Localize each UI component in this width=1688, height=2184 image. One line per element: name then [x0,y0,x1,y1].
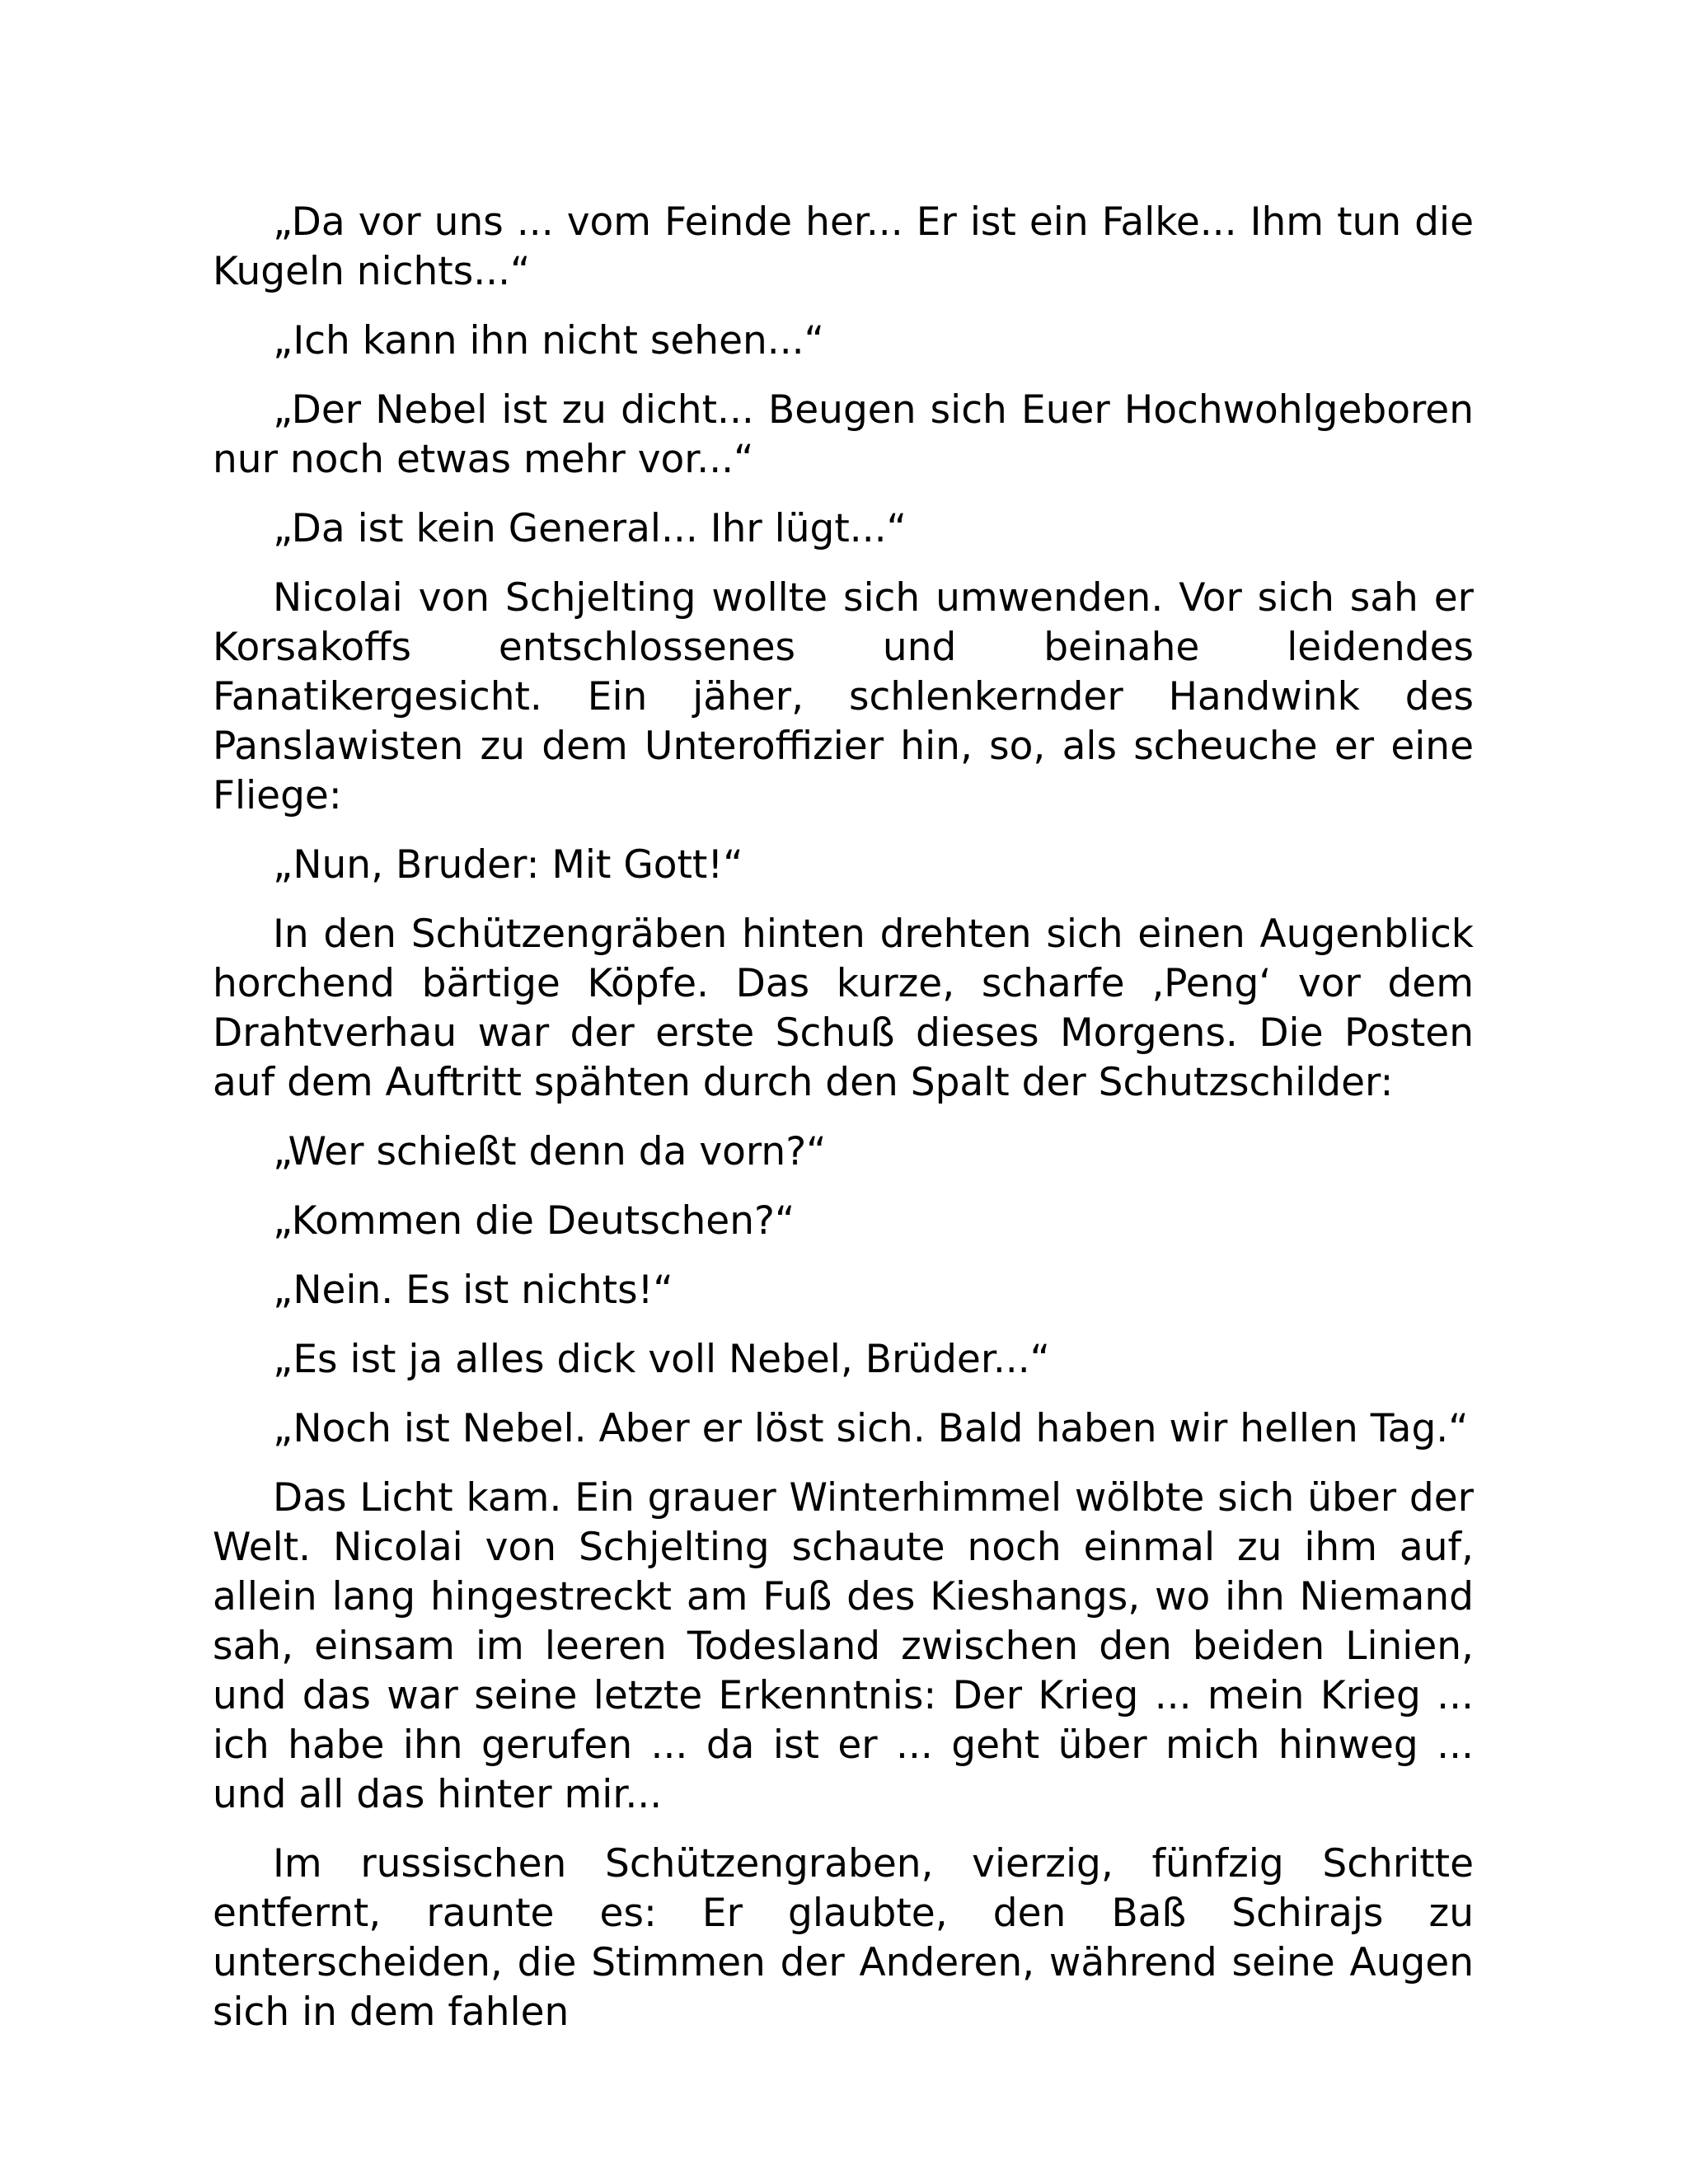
paragraph-13: Das Licht kam. Ein grauer Winterhimmel wölbte sich über der Welt. Nicolai von Schjelting schaute noch einmal zu ihm auf, allein lang hingestreckt am Fuß des Kieshangs, wo ihn Niemand sah, einsam im leeren Todesland zwischen den beiden Linien, und das war seine letzte Erkenntnis: Der Krieg ... mein Krieg ... ich habe ihn gerufen ... da ist er ... geht über mich hinweg ... und all das hinter mir... [213,1475,1474,1817]
paragraph-9: „Kommen die Deutschen?“ [273,1198,795,1244]
paragraph-4: „Da ist kein General... Ihr lügt...“ [273,506,907,551]
paragraph-3: „Der Nebel ist zu dicht... Beugen sich Euer Hochwohlgeboren nur noch etwas mehr vor...“ [213,387,1474,482]
paragraph-10: „Nein. Es ist nichts!“ [273,1268,673,1313]
paragraph-7: In den Schützengräben hinten drehten sich einen Augenblick horchend bärtige Köpfe. Das kurze, scharfe ‚Peng‘ vor dem Drahtverhau war der erste Schuß dieses Morgens. Die Posten auf dem Auftritt spähten durch den Spalt der Schutzschilder: [213,912,1474,1105]
paragraph-11: „Es ist ja alles dick voll Nebel, Brüder...“ [273,1337,1051,1382]
body-text [213,198,1474,2057]
paragraph-6: „Nun, Bruder: Mit Gott!“ [273,842,743,888]
paragraph-14: Im russischen Schützengraben, vierzig, fünfzig Schritte entfernt, raunte es: Er glaubte, den Baß Schirajs zu unterscheiden, die Stimmen der Anderen, während seine Augen sich in dem fahlen [213,1841,1474,2035]
paragraph-5: Nicolai von Schjelting wollte sich umwenden. Vor sich sah er Korsakoffs entschlossenes und beinahe leidendes Fanatikergesicht. Ein jäher, schlenkernder Handwink des Panslawisten zu dem Unteroffizier hin, so, als scheuche er eine Fliege: [213,575,1474,818]
paragraph-1: „Da vor uns ... vom Feinde her... Er ist ein Falke... Ihm tun die Kugeln nichts...“ [213,199,1474,294]
paragraph-2: „Ich kann ihn nicht sehen...“ [273,318,824,363]
paragraph-8: „Wer schießt denn da vorn?“ [273,1129,827,1174]
paragraph-12: „Noch ist Nebel. Aber er löst sich. Bald haben wir hellen Tag.“ [273,1406,1469,1451]
